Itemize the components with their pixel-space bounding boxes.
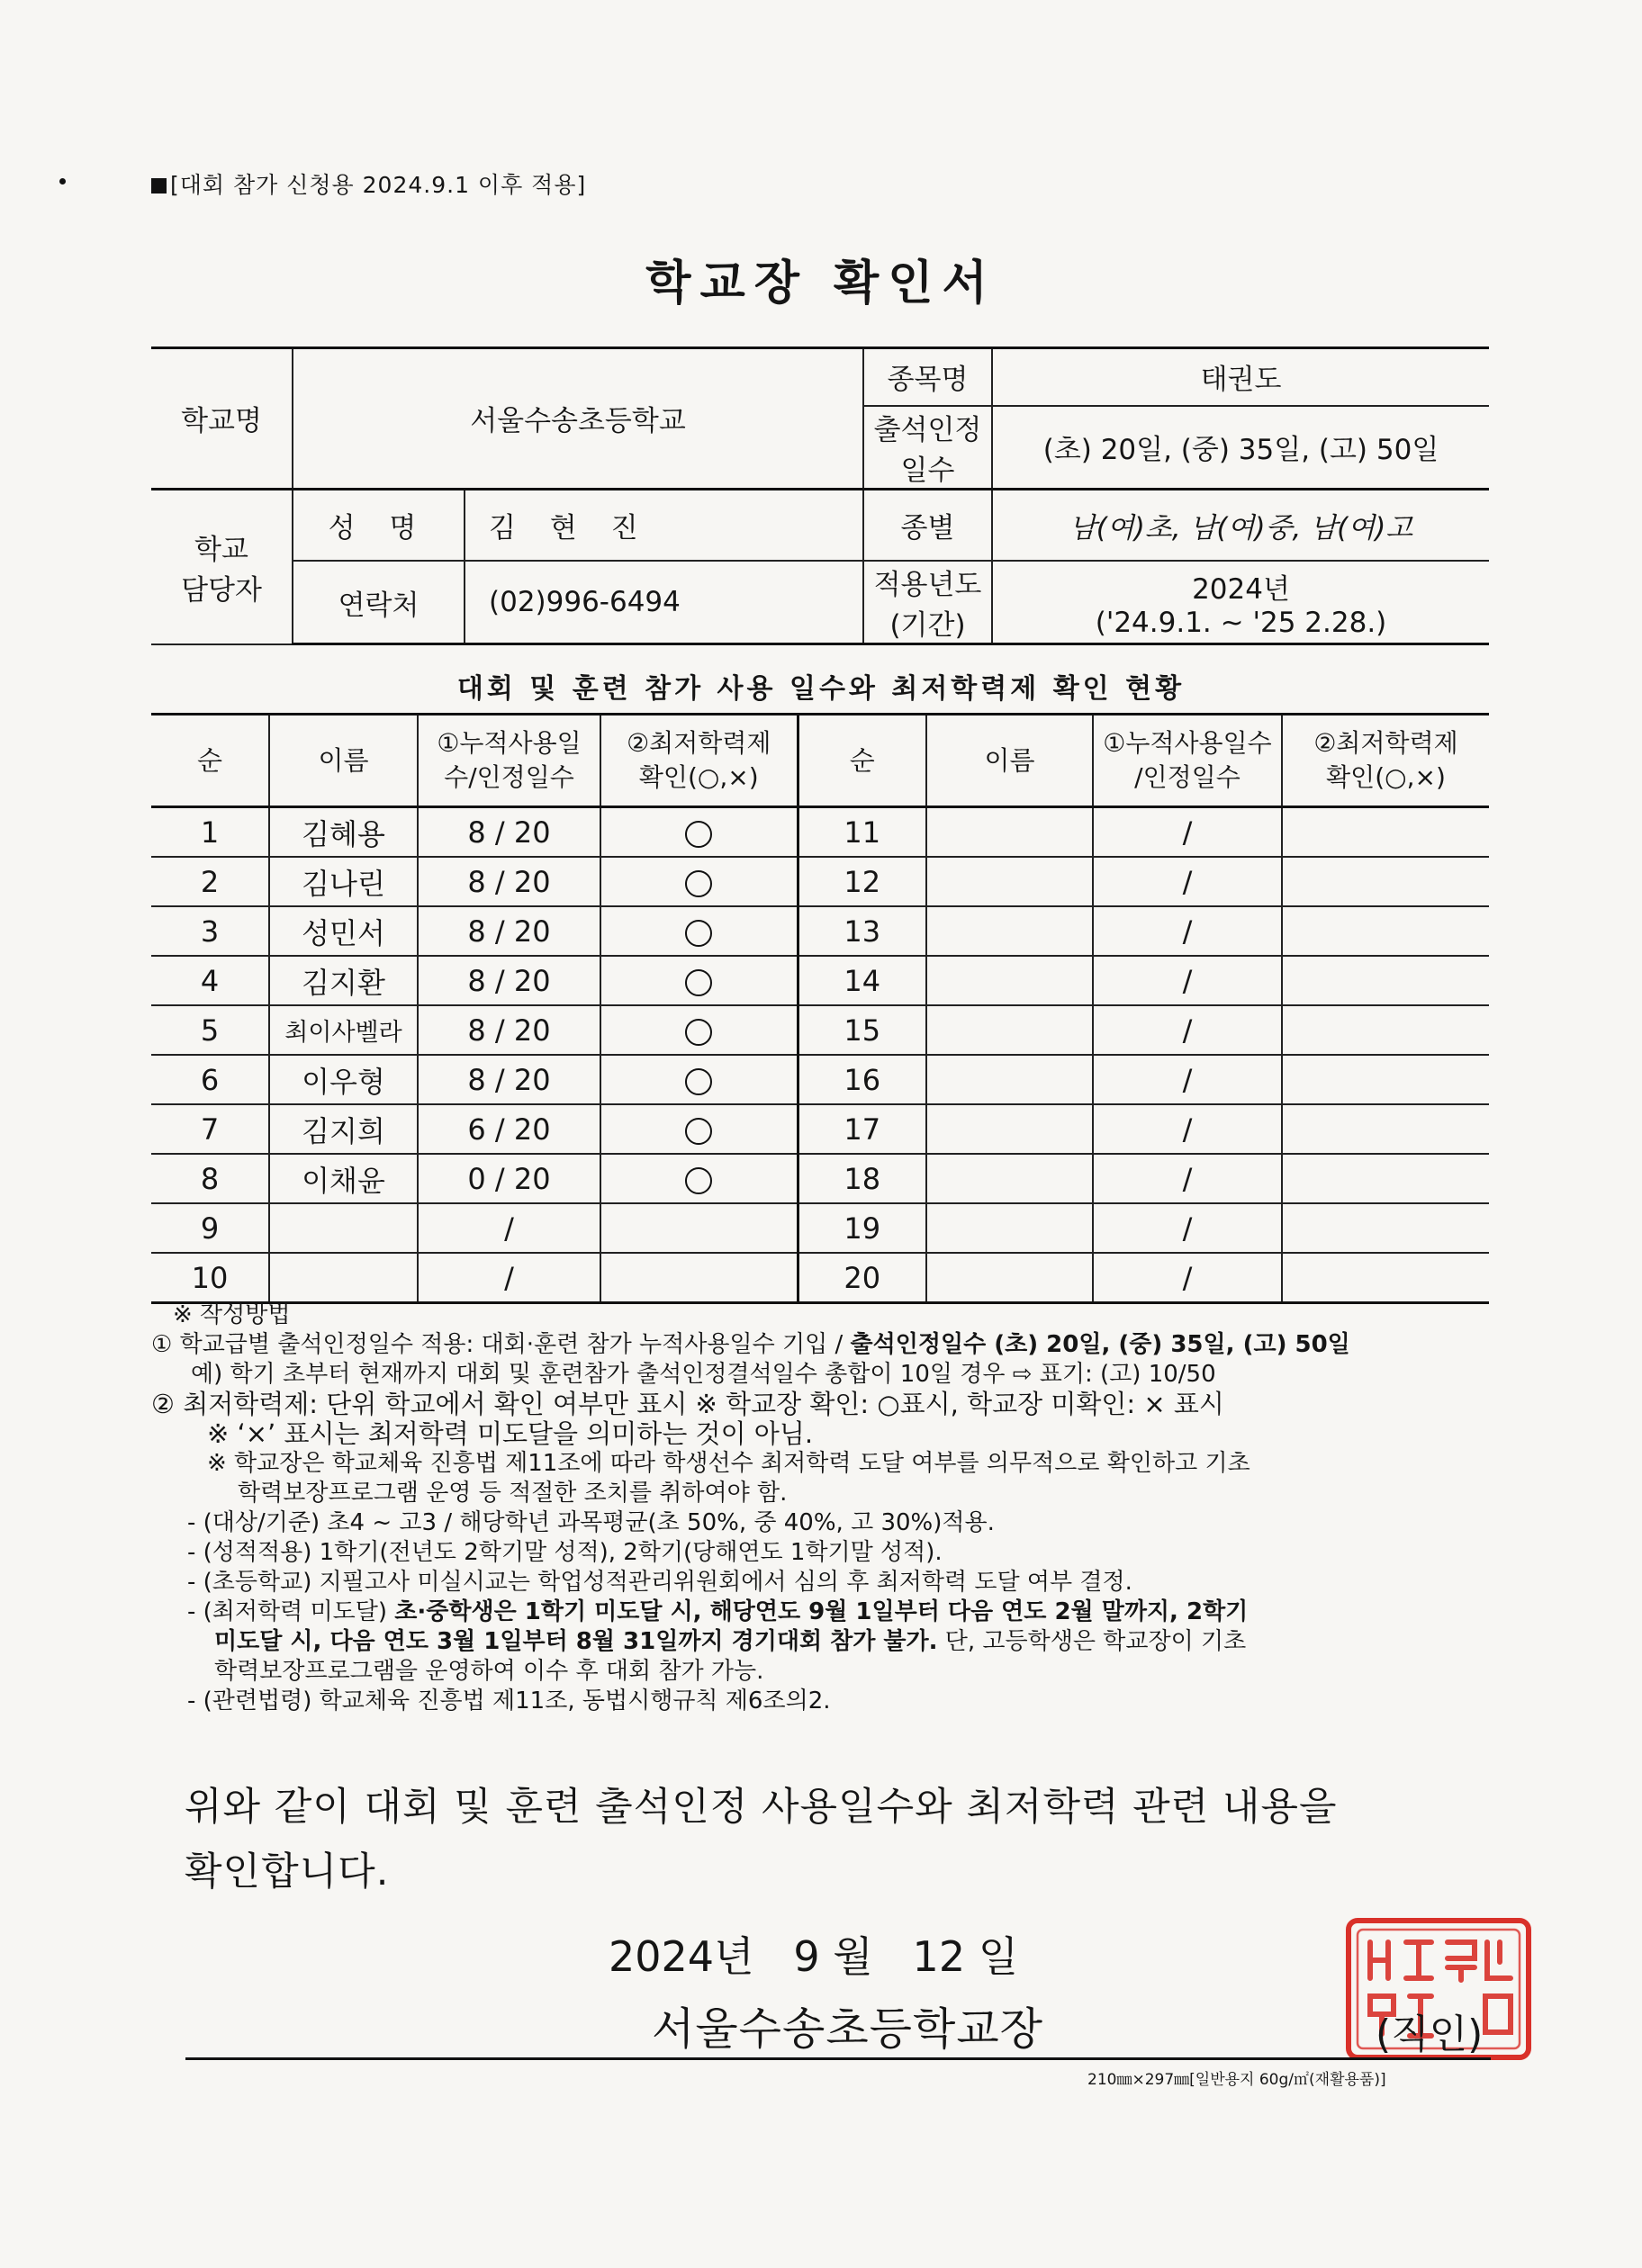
row-no: 1 xyxy=(151,807,269,858)
seal-label: (직인) xyxy=(1376,2012,1484,2057)
row-no: 6 xyxy=(151,1055,269,1104)
row-days-right: / xyxy=(1093,956,1282,1005)
circle-mark-icon xyxy=(685,920,712,947)
detail-3: - (초등학교) 지필고사 미실시교는 학업성적관리위원회에서 심의 후 최저학력 도달 여부 결정. xyxy=(187,1569,1132,1596)
page-title: 학교장 확인서 xyxy=(645,256,997,310)
table-row xyxy=(151,906,1489,956)
row-no: 5 xyxy=(151,1005,269,1055)
row-days: 8 / 20 xyxy=(418,857,600,906)
notes-heading: ※ 작성방법 xyxy=(173,1301,291,1328)
row-days: 6 / 20 xyxy=(418,1104,600,1154)
detail-1: - (대상/기준) 초4 ~ 고3 / 해당학년 과목평균(초 50%, 중 40%, 고 30%)적용. xyxy=(187,1509,995,1536)
note-3: ※ ‘×’ 표시는 최저학력 미도달을 의미하는 것이 아님. xyxy=(207,1418,814,1449)
gender-label: 종별 xyxy=(863,489,992,561)
col-check: ②최저학력제 확인(○,×) xyxy=(600,715,798,807)
row-no-right: 16 xyxy=(798,1055,926,1104)
row-check-right xyxy=(1282,857,1489,906)
manager-label: 학교 담당자 xyxy=(151,489,293,644)
note-1: ① 학교급별 출석인정일수 적용: 대회·훈련 참가 누적사용일수 기입 / 출석인정일수 (초) 20일, (중) 35일, (고) 50일 xyxy=(151,1331,1350,1358)
row-days: / xyxy=(418,1203,600,1253)
row-name: 이채윤 xyxy=(269,1154,418,1203)
row-days: / xyxy=(418,1253,600,1303)
table-row xyxy=(151,857,1489,906)
row-days-right: / xyxy=(1093,1055,1282,1104)
table-row xyxy=(151,1055,1489,1104)
note-1-example: 예) 학기 초부터 현재까지 대회 및 훈련참가 출석인정결석일수 총합이 10일 경우 ⇨ 표기: (고) 10/50 xyxy=(191,1361,1216,1388)
row-days-right: / xyxy=(1093,1203,1282,1253)
circle-mark-icon xyxy=(685,1068,712,1095)
row-no-right: 13 xyxy=(798,906,926,956)
table-row xyxy=(151,1253,1489,1303)
signer-name: 서울수송초등학교장 xyxy=(652,2003,1044,2055)
row-check xyxy=(600,1253,798,1303)
row-no-right: 11 xyxy=(798,807,926,858)
row-days: 8 / 20 xyxy=(418,956,600,1005)
dot-mark xyxy=(59,178,66,184)
row-check xyxy=(600,906,798,956)
detail-5: - (관련법령) 학교체육 진흥법 제11조, 동법시행규칙 제6조의2. xyxy=(187,1688,831,1714)
header-note: [대회 참가 신청용 2024.9.1 이후 적용] xyxy=(151,167,586,200)
row-no: 4 xyxy=(151,956,269,1005)
circle-mark-icon xyxy=(685,1167,712,1194)
confirmation-text: 위와 같이 대회 및 훈련 출석인정 사용일수와 최저학력 관련 내용을 확인합니다. xyxy=(185,1785,1338,1894)
row-check-right xyxy=(1282,1005,1489,1055)
footer-divider xyxy=(185,2057,1491,2060)
row-no-right: 20 xyxy=(798,1253,926,1303)
row-name-right xyxy=(926,857,1093,906)
detail-4b: 미도달 시, 다음 연도 3월 1일부터 8월 31일까지 경기대회 참가 불가. 단, 고등학생은 학교장이 기초 xyxy=(214,1628,1247,1655)
name-label: 성 명 xyxy=(293,489,465,561)
school-label: 학교명 xyxy=(151,348,293,490)
row-name: 김지환 xyxy=(269,956,418,1005)
table-row xyxy=(151,1005,1489,1055)
year-value: 2024년 ('24.9.1. ~ '25 2.28.) xyxy=(992,561,1489,644)
row-name: 성민서 xyxy=(269,906,418,956)
row-no: 7 xyxy=(151,1104,269,1154)
paper-spec: 210㎜×297㎜[일반용지 60g/㎡(재활용품)] xyxy=(1087,2071,1386,2089)
detail-4c: 학력보장프로그램을 운영하여 이수 후 대회 참가 가능. xyxy=(214,1658,764,1685)
square-bullet-icon xyxy=(151,178,167,194)
contact-value: (02)996-6494 xyxy=(465,561,863,644)
attend-label: 출석인정 일수 xyxy=(863,406,992,490)
info-table xyxy=(151,346,1489,645)
row-name xyxy=(269,1203,418,1253)
contact-label: 연락처 xyxy=(293,561,465,644)
col-no-right: 순 xyxy=(798,715,926,807)
col-days-right: ①누적사용일수 /인정일수 xyxy=(1093,715,1282,807)
name-value: 김 현 진 xyxy=(465,489,863,561)
row-days: 0 / 20 xyxy=(418,1154,600,1203)
row-check-right xyxy=(1282,1253,1489,1303)
row-days-right: / xyxy=(1093,906,1282,956)
row-days-right: / xyxy=(1093,1104,1282,1154)
row-days-right: / xyxy=(1093,857,1282,906)
row-check-right xyxy=(1282,1055,1489,1104)
gender-value: 남(여)초, 남(여)중, 남(여)고 xyxy=(992,489,1489,561)
col-days: ①누적사용일 수/인정일수 xyxy=(418,715,600,807)
row-no: 2 xyxy=(151,857,269,906)
row-name-right xyxy=(926,807,1093,858)
row-name-right xyxy=(926,1104,1093,1154)
row-check xyxy=(600,1154,798,1203)
row-name-right xyxy=(926,956,1093,1005)
circle-mark-icon xyxy=(685,1019,712,1046)
row-no-right: 19 xyxy=(798,1203,926,1253)
row-days-right: / xyxy=(1093,1253,1282,1303)
row-name-right xyxy=(926,906,1093,956)
table-row xyxy=(151,956,1489,1005)
row-name-right xyxy=(926,1253,1093,1303)
section-title: 대회 및 훈련 참가 사용 일수와 최저학력제 확인 현황 xyxy=(456,673,1186,705)
row-check-right xyxy=(1282,1203,1489,1253)
row-name: 김혜용 xyxy=(269,807,418,858)
row-no-right: 14 xyxy=(798,956,926,1005)
attend-value: (초) 20일, (중) 35일, (고) 50일 xyxy=(992,406,1489,490)
row-no-right: 15 xyxy=(798,1005,926,1055)
row-check-right xyxy=(1282,1154,1489,1203)
row-check xyxy=(600,956,798,1005)
row-check xyxy=(600,857,798,906)
row-check-right xyxy=(1282,807,1489,858)
row-no: 10 xyxy=(151,1253,269,1303)
row-check xyxy=(600,1104,798,1154)
col-no: 순 xyxy=(151,715,269,807)
row-days: 8 / 20 xyxy=(418,906,600,956)
row-name: 김지희 xyxy=(269,1104,418,1154)
row-no-right: 18 xyxy=(798,1154,926,1203)
row-check-right xyxy=(1282,1104,1489,1154)
row-check xyxy=(600,1203,798,1253)
row-check xyxy=(600,1055,798,1104)
row-days-right: / xyxy=(1093,1005,1282,1055)
row-no-right: 12 xyxy=(798,857,926,906)
col-name-right: 이름 xyxy=(926,715,1093,807)
row-name-right xyxy=(926,1055,1093,1104)
row-name-right xyxy=(926,1154,1093,1203)
detail-4a: - (최저학력 미도달) 초·중학생은 1학기 미도달 시, 해당연도 9월 1일부터 다음 연도 2월 말까지, 2학기 xyxy=(187,1598,1249,1625)
table-row xyxy=(151,807,1489,858)
table-header-row xyxy=(151,715,1489,807)
row-check-right xyxy=(1282,956,1489,1005)
writing-instructions xyxy=(151,1300,1502,1716)
sport-value: 태권도 xyxy=(992,348,1489,406)
row-name xyxy=(269,1253,418,1303)
circle-mark-icon xyxy=(685,1118,712,1145)
row-no: 8 xyxy=(151,1154,269,1203)
table-row xyxy=(151,1104,1489,1154)
row-check xyxy=(600,1005,798,1055)
circle-mark-icon xyxy=(685,969,712,996)
row-days: 8 / 20 xyxy=(418,1005,600,1055)
row-name-right xyxy=(926,1005,1093,1055)
row-check-right xyxy=(1282,906,1489,956)
row-name: 최이사벨라 xyxy=(269,1005,418,1055)
school-value: 서울수송초등학교 xyxy=(293,348,863,490)
note-4a: ※ 학교장은 학교체육 진흥법 제11조에 따라 학생선수 최저학력 도달 여부를 의무적으로 확인하고 기초 xyxy=(207,1450,1250,1477)
row-days-right: / xyxy=(1093,1154,1282,1203)
col-check-right: ②최저학력제 확인(○,×) xyxy=(1282,715,1489,807)
row-days: 8 / 20 xyxy=(418,1055,600,1104)
note-4b: 학력보장프로그램 운영 등 적절한 조치를 취하여야 함. xyxy=(238,1480,788,1507)
sport-label: 종목명 xyxy=(863,348,992,406)
year-label: 적용년도 (기간) xyxy=(863,561,992,644)
row-no: 3 xyxy=(151,906,269,956)
row-name: 김나린 xyxy=(269,857,418,906)
row-name: 이우형 xyxy=(269,1055,418,1104)
row-no-right: 17 xyxy=(798,1104,926,1154)
row-check xyxy=(600,807,798,858)
col-name: 이름 xyxy=(269,715,418,807)
note-2: ② 최저학력제: 단위 학교에서 확인 여부만 표시 ※ 학교장 확인: ○표시, 학교장 미확인: × 표시 xyxy=(151,1389,1224,1419)
row-name-right xyxy=(926,1203,1093,1253)
detail-2: - (성적적용) 1학기(전년도 2학기말 성적), 2학기(당해연도 1학기말 성적). xyxy=(187,1539,943,1566)
table-row xyxy=(151,1154,1489,1203)
table-row xyxy=(151,1203,1489,1253)
row-no: 9 xyxy=(151,1203,269,1253)
row-days-right: / xyxy=(1093,807,1282,858)
circle-mark-icon xyxy=(685,821,712,848)
circle-mark-icon xyxy=(685,870,712,897)
row-days: 8 / 20 xyxy=(418,807,600,858)
issue-date: 2024년 9 월 12 일 xyxy=(609,1932,1019,1981)
participation-table xyxy=(151,713,1489,1304)
